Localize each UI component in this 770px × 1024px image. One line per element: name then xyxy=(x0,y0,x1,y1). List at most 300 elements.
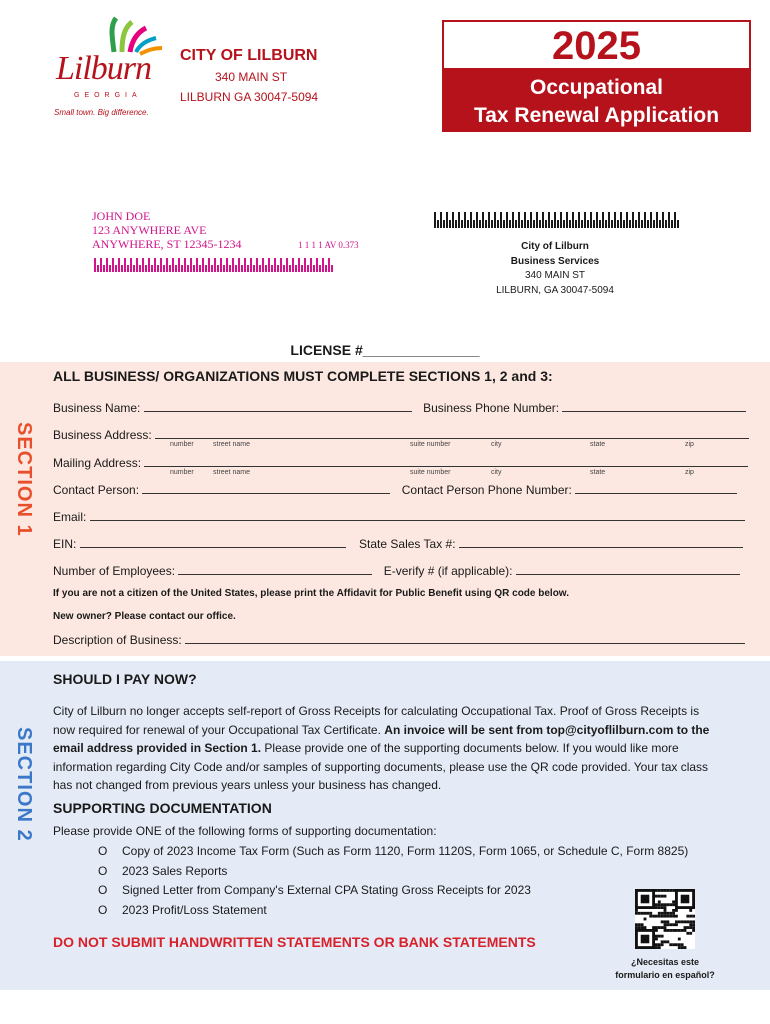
business-address-field[interactable] xyxy=(155,427,749,439)
addr-sub-zip: zip xyxy=(685,441,694,448)
barcode-bar xyxy=(145,265,147,272)
qr-module xyxy=(661,895,664,898)
qr-module xyxy=(661,915,664,918)
barcode-bar xyxy=(632,212,634,228)
barcode-bar xyxy=(178,258,180,272)
business-address-row xyxy=(53,427,749,442)
barcode-bar xyxy=(190,258,192,272)
qr-module xyxy=(664,920,667,923)
barcode-bar xyxy=(268,258,270,272)
qr-module xyxy=(692,915,695,918)
qr-module xyxy=(658,889,661,892)
description-field[interactable] xyxy=(185,632,745,644)
pay-now-text-a: City of Lilburn no longer accepts self-report of Gross Receipts for calculating Occupational Tax. Proof of Gross Receipts is now required for renewal of your Occupational Tax Certificate. xyxy=(53,704,700,737)
addr-sub-number: number xyxy=(170,441,194,448)
barcode-bar xyxy=(599,220,601,228)
qr-module xyxy=(669,889,672,892)
barcode-bar xyxy=(476,212,478,228)
qr-module xyxy=(689,932,692,935)
qr-module xyxy=(675,909,678,912)
barcode-bar xyxy=(94,258,96,272)
barcode-bar xyxy=(515,220,517,228)
qr-module xyxy=(664,915,667,918)
pay-now-text-b: Please provide one of the supporting documents below. If you would like more information regarding City Code and/or samples of supporting documents, please use the QR code provided. Your tax class has not changed from previous years unless your business has changed. xyxy=(53,741,709,792)
mail-sub-suite: suite number xyxy=(410,469,451,476)
barcode-bar xyxy=(662,212,664,228)
section-2-label: SECTION 2 xyxy=(13,727,35,842)
barcode-bar xyxy=(283,265,285,272)
qr-module xyxy=(675,929,678,932)
barcode-bar xyxy=(271,265,273,272)
barcode-bar xyxy=(196,258,198,272)
addr-sub-street: street name xyxy=(213,441,250,448)
barcode-bar xyxy=(509,220,511,228)
barcode-bar xyxy=(563,220,565,228)
title-line-1: Occupational xyxy=(529,76,664,99)
qr-module xyxy=(666,940,669,943)
mail-sort-code: 1 1 1 1 AV 0.373 xyxy=(298,240,359,250)
barcode-bar xyxy=(160,258,162,272)
qr-module xyxy=(681,895,690,904)
barcode-bar xyxy=(557,220,559,228)
qr-module xyxy=(655,926,658,929)
barcode-bar xyxy=(593,220,595,228)
barcode-bar xyxy=(668,212,670,228)
qr-module xyxy=(669,929,672,932)
qr-module xyxy=(655,915,658,918)
barcode-bar xyxy=(142,258,144,272)
barcode-bar xyxy=(250,258,252,272)
email-field[interactable] xyxy=(90,509,745,521)
barcode-bar xyxy=(536,212,538,228)
everify-label: E-verify # (if applicable): xyxy=(383,564,513,578)
qr-module xyxy=(661,912,664,915)
list-item xyxy=(98,862,688,882)
barcode-bar xyxy=(322,258,324,272)
barcode-bar xyxy=(512,212,514,228)
recipient-street: 123 ANYWHERE AVE xyxy=(92,223,207,237)
barcode-bar xyxy=(671,220,673,228)
qr-module xyxy=(641,895,650,904)
barcode-bar xyxy=(665,220,667,228)
barcode-bar xyxy=(638,212,640,228)
qr-module xyxy=(644,926,647,929)
qr-module xyxy=(649,915,652,918)
barcode-bar xyxy=(596,212,598,228)
list-item xyxy=(98,881,688,901)
barcode-bar xyxy=(488,212,490,228)
barcode-bar xyxy=(575,220,577,228)
qr-module xyxy=(658,926,661,929)
qr-module xyxy=(658,935,661,938)
barcode-bar xyxy=(205,265,207,272)
barcode-bar xyxy=(307,265,309,272)
qr-module xyxy=(666,929,669,932)
barcode-bar xyxy=(521,220,523,228)
barcode-bar xyxy=(566,212,568,228)
logo-wordmark: Lilburn xyxy=(56,50,152,87)
barcode-bar xyxy=(280,258,282,272)
spanish-form-note xyxy=(598,956,732,982)
qr-module xyxy=(655,943,658,946)
barcode-bar xyxy=(211,265,213,272)
qr-module xyxy=(684,920,687,923)
qr-module xyxy=(689,909,692,912)
section-1-label: SECTION 1 xyxy=(13,422,35,537)
barcode-bar xyxy=(434,212,436,228)
barcode-bar xyxy=(482,212,484,228)
recipient-name: JOHN DOE xyxy=(92,209,151,223)
barcode-bar xyxy=(157,265,159,272)
return-line-1: City of Lilburn xyxy=(521,241,589,252)
barcode-bar xyxy=(461,220,463,228)
barcode-bar xyxy=(629,220,631,228)
barcode-bar xyxy=(292,258,294,272)
mailing-address-field[interactable] xyxy=(144,455,748,467)
qr-module xyxy=(669,943,672,946)
qr-module xyxy=(672,909,675,912)
barcode-bar xyxy=(118,258,120,272)
barcode-bar xyxy=(560,212,562,228)
barcode-bar xyxy=(244,258,246,272)
support-heading: SUPPORTING DOCUMENTATION xyxy=(53,800,272,816)
qr-module xyxy=(655,895,658,898)
qr-module xyxy=(658,946,661,949)
qr-module xyxy=(644,912,647,915)
license-number-field[interactable]: LICENSE #_______________ xyxy=(290,342,480,358)
barcode-bar xyxy=(446,212,448,228)
qr-module xyxy=(658,912,661,915)
qr-module xyxy=(649,912,652,915)
barcode-bar xyxy=(548,212,550,228)
barcode-bar xyxy=(262,258,264,272)
barcode-bar xyxy=(587,220,589,228)
barcode-bar xyxy=(584,212,586,228)
qr-module xyxy=(681,946,684,949)
qr-module xyxy=(678,920,681,923)
qr-module xyxy=(684,926,687,929)
barcode-bar xyxy=(289,265,291,272)
barcode-bar xyxy=(133,265,135,272)
barcode-bar xyxy=(166,258,168,272)
mail-sub-number: number xyxy=(170,469,194,476)
description-row xyxy=(53,632,745,647)
qr-module xyxy=(655,889,658,892)
qr-module xyxy=(678,946,681,949)
barcode-bar xyxy=(542,212,544,228)
barcode-bar xyxy=(124,258,126,272)
qr-text-2: formulario en español? xyxy=(615,970,715,980)
barcode-bar xyxy=(452,212,454,228)
barcode-bar xyxy=(503,220,505,228)
qr-module xyxy=(672,889,675,892)
barcode-bar xyxy=(241,265,243,272)
qr-module xyxy=(661,920,664,923)
citizen-note: If you are not a citizen of the United States, please print the Affidavit for Public Benefit using QR code below. xyxy=(53,588,569,599)
qr-module xyxy=(664,889,667,892)
qr-module xyxy=(666,920,669,923)
return-address xyxy=(470,240,640,298)
qr-module xyxy=(669,923,672,926)
contact-row xyxy=(53,482,737,497)
barcode-bar xyxy=(605,220,607,228)
qr-module xyxy=(675,920,678,923)
qr-module xyxy=(666,889,669,892)
qr-module xyxy=(658,915,661,918)
barcode-bar xyxy=(277,265,279,272)
qr-module xyxy=(652,926,655,929)
qr-module xyxy=(661,926,664,929)
barcode-bar xyxy=(181,265,183,272)
qr-module xyxy=(655,938,658,941)
qr-module xyxy=(638,923,641,926)
barcode-bar xyxy=(319,265,321,272)
barcode-bar xyxy=(163,265,165,272)
qr-module xyxy=(655,903,658,906)
barcode-bar xyxy=(226,258,228,272)
employees-row xyxy=(53,563,740,578)
business-phone-field[interactable] xyxy=(562,400,746,412)
barcode-bar xyxy=(184,258,186,272)
support-item-4: 2023 Profit/Loss Statement xyxy=(122,902,267,917)
title-band xyxy=(444,68,749,130)
bullet-icon: O xyxy=(98,863,108,878)
qr-module xyxy=(672,923,675,926)
qr-module xyxy=(641,923,644,926)
barcode-bar xyxy=(530,212,532,228)
qr-module xyxy=(681,929,684,932)
qr-module xyxy=(664,906,667,909)
barcode-bar xyxy=(572,212,574,228)
barcode-bar xyxy=(602,212,604,228)
barcode-bar xyxy=(641,220,643,228)
barcode-bar xyxy=(127,265,129,272)
qr-module xyxy=(684,929,687,932)
barcode-bar xyxy=(437,220,439,228)
barcode-bar xyxy=(611,220,613,228)
return-barcode xyxy=(434,212,679,228)
barcode-bar xyxy=(259,265,261,272)
ein-field[interactable] xyxy=(80,536,346,548)
mail-sub-state: state xyxy=(590,469,606,476)
support-intro: Please provide ONE of the following forms of supporting documentation: xyxy=(53,824,437,838)
barcode-bar xyxy=(545,220,547,228)
bullet-icon: O xyxy=(98,902,108,917)
qr-module xyxy=(661,940,664,943)
qr-module xyxy=(664,912,667,915)
qr-module xyxy=(646,912,649,915)
return-line-3: 340 MAIN ST xyxy=(524,270,586,281)
barcode-bar xyxy=(148,258,150,272)
support-item-2: 2023 Sales Reports xyxy=(122,863,228,878)
barcode-bar xyxy=(265,265,267,272)
qr-module xyxy=(664,895,667,898)
qr-module xyxy=(684,946,687,949)
barcode-bar xyxy=(214,258,216,272)
description-label: Description of Business: xyxy=(53,633,182,647)
barcode-bar xyxy=(139,265,141,272)
everify-field[interactable] xyxy=(516,563,740,575)
qr-module xyxy=(672,903,675,906)
list-item xyxy=(98,901,688,921)
pay-now-text-bold: An invoice will be sent from top@cityoflilburn.com to the email address provided in Section 1. xyxy=(53,722,710,755)
barcode-bar xyxy=(328,258,330,272)
recipient-address xyxy=(92,209,241,251)
barcode-bar xyxy=(331,265,333,272)
support-item-1: Copy of 2023 Income Tax Form (Such as Form 1120, Form 1120S, Form 1065, or Schedule C, Form 8825) xyxy=(122,844,689,858)
business-name-row xyxy=(53,400,746,415)
barcode-bar xyxy=(103,265,105,272)
qr-module xyxy=(655,906,658,909)
barcode-bar xyxy=(623,220,625,228)
qr-module xyxy=(655,946,658,949)
barcode-bar xyxy=(653,220,655,228)
qr-module xyxy=(638,926,641,929)
state-tax-field[interactable] xyxy=(459,536,743,548)
mail-sub-street: street name xyxy=(213,469,250,476)
qr-module xyxy=(672,915,675,918)
barcode-bar xyxy=(109,265,111,272)
qr-module xyxy=(692,929,695,932)
qr-module xyxy=(672,929,675,932)
barcode-bar xyxy=(274,258,276,272)
qr-module xyxy=(669,915,672,918)
mail-sub-zip: zip xyxy=(685,469,694,476)
barcode-bar xyxy=(449,220,451,228)
barcode-bar xyxy=(674,212,676,228)
barcode-bar xyxy=(313,265,315,272)
addr-sub-city: city xyxy=(491,441,502,448)
lilburn-logo xyxy=(52,16,170,120)
qr-module xyxy=(686,926,689,929)
return-line-2: Business Services xyxy=(510,255,600,267)
contact-phone-field[interactable] xyxy=(575,482,737,494)
barcode-bar xyxy=(539,220,541,228)
support-list xyxy=(98,842,688,920)
barcode-bar xyxy=(455,220,457,228)
barcode-bar xyxy=(223,265,225,272)
ein-label: EIN: xyxy=(53,537,77,551)
mail-sub-city: city xyxy=(491,469,502,476)
barcode-bar xyxy=(617,220,619,228)
qr-module xyxy=(635,923,638,926)
qr-module xyxy=(692,923,695,926)
barcode-bar xyxy=(518,212,520,228)
barcode-bar xyxy=(112,258,114,272)
barcode-bar xyxy=(187,265,189,272)
qr-module xyxy=(655,929,658,932)
mailing-address-row xyxy=(53,455,748,470)
barcode-bar xyxy=(500,212,502,228)
qr-module xyxy=(666,923,669,926)
qr-module xyxy=(689,923,692,926)
qr-module xyxy=(681,943,684,946)
qr-module xyxy=(686,920,689,923)
qr-module xyxy=(661,906,664,909)
qr-module xyxy=(658,943,661,946)
qr-module xyxy=(661,935,664,938)
email-row xyxy=(53,509,745,524)
barcode-bar xyxy=(569,220,571,228)
barcode-bar xyxy=(304,258,306,272)
barcode-bar xyxy=(130,258,132,272)
qr-module xyxy=(658,906,661,909)
barcode-bar xyxy=(316,258,318,272)
section-1-heading: ALL BUSINESS/ ORGANIZATIONS MUST COMPLETE SECTIONS 1, 2 and 3: xyxy=(53,368,553,384)
addr-sub-suite: suite number xyxy=(410,441,451,448)
qr-module xyxy=(664,940,667,943)
qr-module xyxy=(675,943,678,946)
barcode-bar xyxy=(533,220,535,228)
barcode-bar xyxy=(193,265,195,272)
barcode-bar xyxy=(458,212,460,228)
barcode-bar xyxy=(464,212,466,228)
barcode-bar xyxy=(325,265,327,272)
employees-field[interactable] xyxy=(178,563,372,575)
qr-module xyxy=(664,929,667,932)
qr-module xyxy=(644,918,647,921)
qr-module xyxy=(692,926,695,929)
qr-module xyxy=(675,915,678,918)
barcode-bar xyxy=(440,212,442,228)
qr-module xyxy=(669,912,672,915)
barcode-bar xyxy=(473,220,475,228)
business-phone-label: Business Phone Number: xyxy=(423,401,560,415)
barcode-bar xyxy=(202,258,204,272)
qr-module xyxy=(664,903,667,906)
barcode-bar xyxy=(527,220,529,228)
barcode-bar xyxy=(151,265,153,272)
barcode-bar xyxy=(232,258,234,272)
qr-module xyxy=(689,926,692,929)
barcode-bar xyxy=(497,220,499,228)
barcode-bar xyxy=(298,258,300,272)
barcode-bar xyxy=(310,258,312,272)
barcode-bar xyxy=(295,265,297,272)
barcode-bar xyxy=(154,258,156,272)
barcode-bar xyxy=(235,265,237,272)
barcode-bar xyxy=(578,212,580,228)
barcode-bar xyxy=(443,220,445,228)
barcode-bar xyxy=(229,265,231,272)
qr-module xyxy=(641,912,644,915)
qr-module xyxy=(678,943,681,946)
logo-state: GEORGIA xyxy=(74,92,142,99)
qr-code-icon[interactable] xyxy=(635,889,695,949)
qr-module xyxy=(666,915,669,918)
qr-text-1: ¿Necesitas este xyxy=(630,957,700,967)
barcode-bar xyxy=(301,265,303,272)
bullet-icon: O xyxy=(98,883,108,897)
qr-module xyxy=(658,895,661,898)
business-name-field[interactable] xyxy=(144,400,412,412)
contact-person-label: Contact Person: xyxy=(53,483,140,497)
qr-module xyxy=(681,920,684,923)
barcode-bar xyxy=(199,265,201,272)
qr-module xyxy=(635,926,638,929)
qr-module xyxy=(655,935,658,938)
business-address-label: Business Address: xyxy=(53,428,152,442)
state-tax-label: State Sales Tax #: xyxy=(359,537,456,551)
barcode-bar xyxy=(220,258,222,272)
qr-module xyxy=(661,889,664,892)
qr-module xyxy=(692,920,695,923)
barcode-bar xyxy=(121,265,123,272)
barcode-bar xyxy=(590,212,592,228)
qr-module xyxy=(661,903,664,906)
title-box xyxy=(442,20,751,132)
contact-person-field[interactable] xyxy=(142,482,390,494)
